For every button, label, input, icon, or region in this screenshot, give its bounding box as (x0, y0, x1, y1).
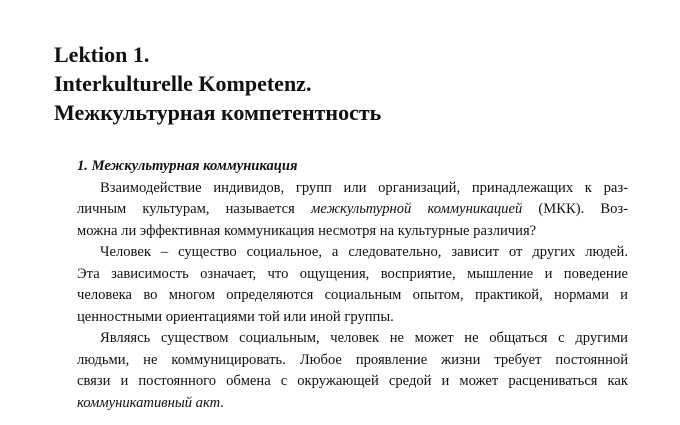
paragraph-1-line-2-text-b: (МКК). Воз- (522, 201, 629, 217)
section-intercultural-communication (54, 156, 628, 414)
paragraph-1-line-2-text-a: личным культурам, называется (77, 201, 312, 217)
document-page (54, 40, 628, 414)
lesson-title-line-1: Lektion 1. (54, 42, 150, 67)
paragraph-3-line-4 (54, 393, 628, 415)
lesson-title-line-3: Межкультурная компетентность (54, 100, 382, 125)
section-heading: 1. Межкультурная коммуникация (77, 158, 298, 174)
paragraph-1 (54, 178, 628, 243)
paragraph-1-line-2 (54, 199, 628, 221)
paragraph-1-line-3: можна ли эффективная коммуникация несмотря на культурные различия? (77, 222, 537, 239)
paragraph-3 (54, 328, 628, 414)
term-communicative-act: коммуникативный акт (77, 394, 221, 411)
paragraph-3-line-1: Являясь существом социальным, человек не может не общаться с другими (100, 330, 628, 346)
paragraph-2-line-3: человека во многом определяются социальным опытом, практикой, нормами и (77, 287, 628, 303)
paragraph-1-line-1: Взаимодействие индивидов, групп или организаций, принадлежащих к раз- (100, 179, 628, 196)
term-intercultural-communication: межкультурной коммуникацией (311, 201, 523, 217)
paragraph-2-line-1: Человек – существо социальное, а следовательно, зависит от других людей. (100, 244, 628, 260)
paragraph-2 (54, 242, 628, 328)
paragraph-3-line-2: людьми, не коммуницировать. Любое проявление жизни требует постоянной (77, 351, 628, 368)
paragraph-2-line-4: ценностными ориентациями той или иной группы. (77, 308, 394, 325)
paragraph-2-line-2: Эта зависимость означает, что ощущения, восприятие, мышление и поведение (77, 265, 628, 282)
paragraph-3-line-3: связи и постоянного обмена с окружающей средой и может расцениваться как (77, 373, 628, 389)
lesson-title-line-2: Interkulturelle Kompetenz. (54, 71, 312, 96)
paragraph-3-line-4-text-b: . (220, 394, 224, 411)
lesson-title (54, 40, 628, 127)
